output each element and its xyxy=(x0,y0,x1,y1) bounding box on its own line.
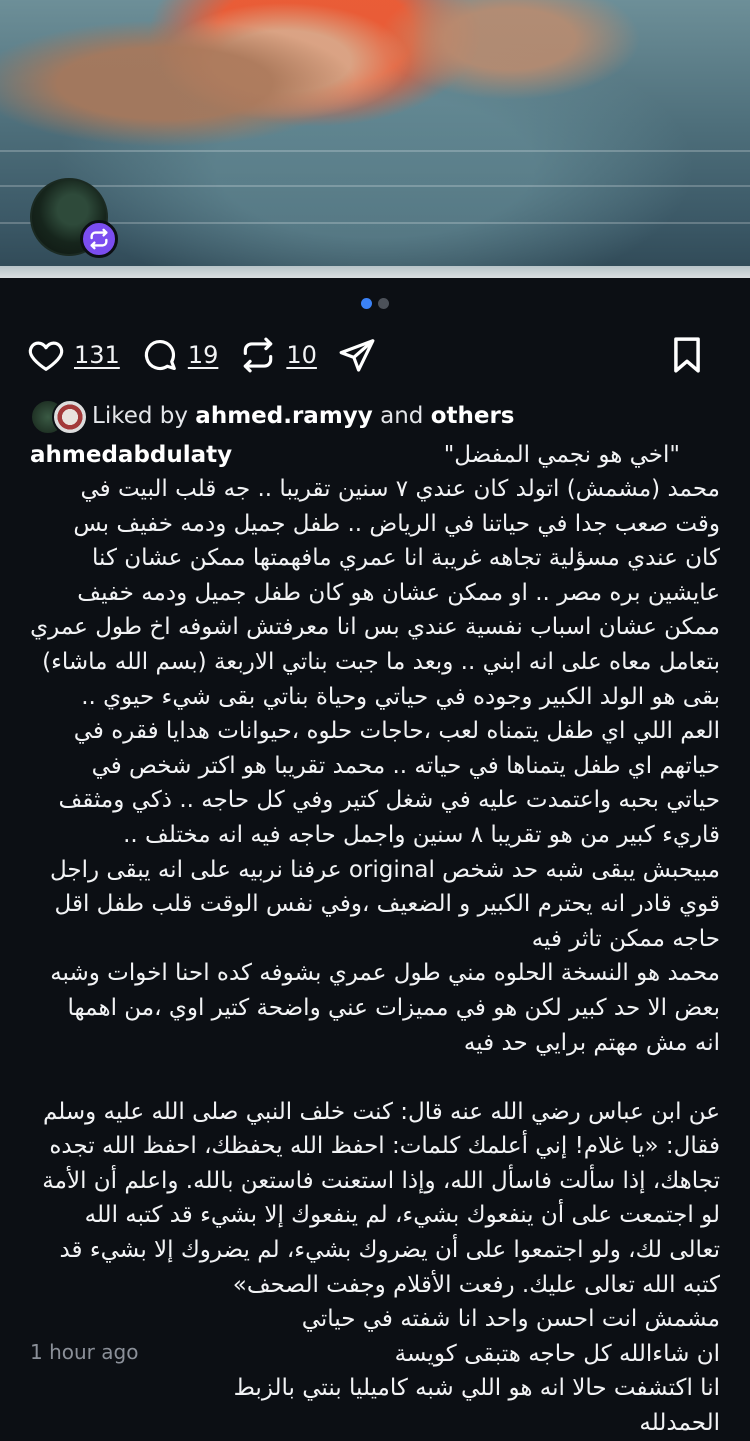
repost-count[interactable]: 10 xyxy=(286,341,317,369)
caption-line: الحمدلله xyxy=(639,1410,720,1437)
caption-line: محمد هو النسخة الحلوه مني طول عمري بشوفه كده احنا اخوات وشبه xyxy=(50,960,720,987)
caption-line: عن ابن عباس رضي الله عنه قال: كنت خلف النبي صلى الله عليه وسلم xyxy=(42,1098,720,1125)
share-action[interactable] xyxy=(337,336,377,374)
carousel-dot[interactable] xyxy=(378,298,389,309)
caption-line: انا اكتشفت حالا انه هو اللي شبه كاميليا بنتي بالزبط xyxy=(233,1375,720,1402)
caption-line: تعالى لك، ولو اجتمعوا على أن يضروك بشيء، لم يضروك إلا بشيء قد xyxy=(59,1237,720,1264)
action-bar xyxy=(26,334,724,376)
caption-line: محمد (مشمش) اتولد كان عندي ٧ سنين تقريبا .. جه قلب البيت في xyxy=(80,476,720,502)
caption-line: عايشين بره مصر .. او ممكن عشان هو كان طفل جميل ودمه خفيف xyxy=(77,579,720,606)
repost-icon[interactable] xyxy=(238,336,278,374)
caption-line: مبيحبش يبقى شبه حد شخص original عرفنا نربيه على انه يبقى راجل xyxy=(49,856,720,883)
liked-by-middle: and xyxy=(380,403,424,429)
liked-by-name[interactable]: ahmed.ramyy xyxy=(195,403,373,429)
liked-by-prefix: Liked by xyxy=(92,403,188,429)
caption-line: قاريء كبير من هو تقريبا ٨ سنين واجمل حاجه فيه انه مختلف .. xyxy=(123,821,720,848)
author-username[interactable]: ahmedabdulaty xyxy=(30,442,233,468)
caption-line: حياتهم اي طفل يتمناها في حياته .. محمد تقريبا هو اكتر شخص في xyxy=(91,752,720,779)
caption-line: لو اجتمعت على أن ينفعوك بشيء، لم ينفعوك إلا بشيء قد كتبه الله xyxy=(84,1202,720,1229)
caption-line: ممكن عشان اسباب نفسية عندي بس انا معرفتش اشوفه اخ طول عمري xyxy=(30,614,720,641)
caption-line: فقال: «يا غلام! إني أعلمك كلمات: احفظ الله يحفظك، احفظ الله تجده xyxy=(49,1133,720,1160)
heart-icon[interactable] xyxy=(26,336,66,374)
liked-by-others[interactable]: others xyxy=(430,403,515,429)
caption-line: مشمش انت احسن واحد انا شفته في حياتي xyxy=(301,1306,720,1333)
caption-line: كان عندي مسؤلية تجاهه غريبة انا عمري مافهمتها ممكن عشان كنا xyxy=(92,545,720,572)
like-action[interactable] xyxy=(26,336,120,374)
like-count[interactable]: 131 xyxy=(74,341,120,369)
post-caption xyxy=(30,438,720,1441)
carousel-indicator xyxy=(0,298,750,309)
liked-by-row[interactable] xyxy=(30,398,515,434)
comment-count[interactable]: 19 xyxy=(187,341,219,369)
bookmark-action[interactable] xyxy=(670,336,704,374)
author-avatar-group[interactable] xyxy=(30,178,110,258)
caption-body xyxy=(30,472,720,1441)
caption-line: العم اللي اي طفل يتمناه لعب ،حاجات حلوه ،حيوانات هدايا فقره في xyxy=(73,718,720,745)
carousel-dot-active[interactable] xyxy=(361,298,372,309)
repost-action[interactable] xyxy=(238,336,317,374)
repost-badge-icon xyxy=(80,220,118,258)
liker-avatars xyxy=(30,399,86,433)
comment-icon[interactable] xyxy=(140,336,180,374)
caption-line: حاجه ممكن تاثر فيه xyxy=(531,925,720,952)
caption-line: ان شاءالله كل حاجه هتبقى كويسة xyxy=(394,1340,720,1367)
post-timestamp: 1 hour ago xyxy=(30,1340,139,1364)
caption-line xyxy=(30,1060,720,1095)
send-icon[interactable] xyxy=(337,336,377,374)
caption-line: قوي قادر انه يحترم الكبير و الضعيف ،وفي نفس الوقت قلب طفل اقل xyxy=(54,891,720,918)
caption-first-line: "اخي هو نجمي المفضل" xyxy=(443,442,680,468)
comment-action[interactable] xyxy=(140,336,219,374)
bookmark-icon[interactable] xyxy=(670,336,704,374)
caption-line: كتبه الله تعالى عليك. رفعت الأقلام وجفت الصحف» xyxy=(232,1271,720,1298)
caption-line: انه مش مهتم برايي حد فيه xyxy=(463,1029,720,1056)
caption-line: بتعامل معاه على انه ابني .. وبعد ما جبت بناتي الاربعة (بسم الله ماشاء) xyxy=(42,648,720,675)
caption-line: وقت صعب جدا في حياتنا في الرياض .. طفل جميل ودمه خفيف بس xyxy=(73,510,720,537)
caption-line: بقى هو الولد الكبير وجوده في حياتي وحياة بناتي بقى شيء حيوي .. xyxy=(81,683,720,710)
caption-line: حياتي بحبه واعتمدت عليه في شغل كتير وفي كل حاجه .. ذكي ومثقف xyxy=(58,787,720,814)
liker-avatar xyxy=(52,399,88,435)
caption-line: بعض الا حد كبير لكن هو في مميزات عني واضحة كتير اوي ،من اهمها xyxy=(67,994,720,1021)
caption-line: تجاهك، إذا سألت فاسأل الله، وإذا استعنت فاستعن بالله. واعلم أن الأمة xyxy=(42,1167,720,1194)
